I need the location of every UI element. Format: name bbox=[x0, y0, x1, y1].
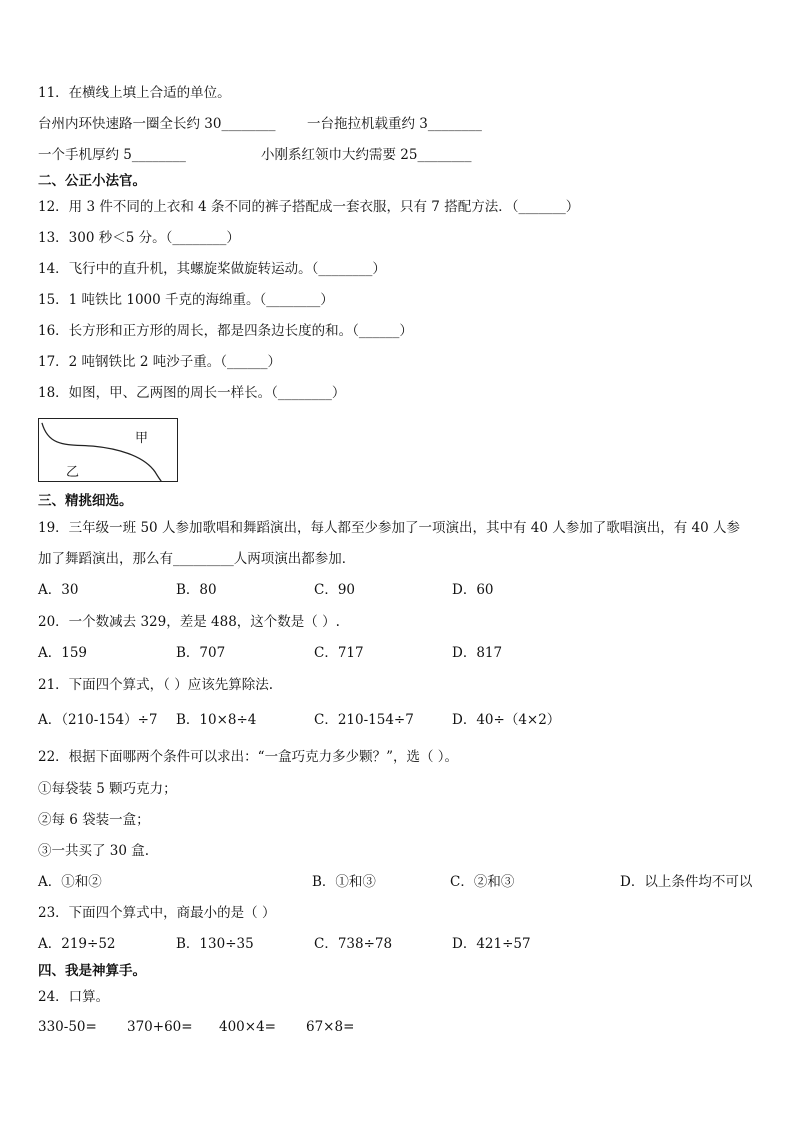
question-15: 15．1 吨铁比 1000 千克的海绵重。（________） bbox=[38, 292, 334, 308]
question-14: 14．飞行中的直升机，其螺旋桨做旋转运动。（________） bbox=[38, 261, 386, 277]
q23-option-b: B．130÷35 bbox=[176, 936, 254, 952]
q21-option-b: B．10×8÷4 bbox=[176, 712, 257, 728]
q23-option-d: D．421÷57 bbox=[452, 936, 531, 952]
question-17: 17．2 吨钢铁比 2 吨沙子重。（______） bbox=[38, 354, 281, 370]
q22-stem: 22．根据下面哪两个条件可以求出：“一盒巧克力多少颗？”，选（ ）。 bbox=[38, 749, 459, 765]
q22-option-c: C．②和③ bbox=[450, 874, 515, 890]
section-heading-2: 二、公正小法官。 bbox=[38, 173, 146, 189]
dividing-curve bbox=[39, 419, 177, 481]
q11-blank-c: 一个手机厚约 5________ bbox=[38, 147, 186, 163]
q21-option-a: A．（210-154）÷7 bbox=[38, 712, 158, 728]
q24-stem: 24．口算。 bbox=[38, 989, 110, 1005]
question-16: 16．长方形和正方形的周长，都是四条边长度的和。（______） bbox=[38, 323, 413, 339]
q22-condition-3: ③一共买了 30 盒. bbox=[38, 843, 150, 859]
q11-stem: 11．在横线上填上合适的单位。 bbox=[38, 85, 231, 101]
q21-stem: 21．下面四个算式，（ ）应该先算除法. bbox=[38, 677, 274, 693]
q19-option-b: B．80 bbox=[176, 582, 217, 598]
q11-blank-a: 台州内环快速路一圈全长约 30________ bbox=[38, 116, 276, 132]
perimeter-figure bbox=[38, 418, 178, 482]
figure-label-yi: 乙 bbox=[66, 465, 80, 480]
q11-blank-d: 小刚系红领巾大约需要 25________ bbox=[261, 147, 472, 163]
q19-option-a: A．30 bbox=[38, 582, 79, 598]
question-18: 18．如图，甲、乙两图的周长一样长。（________） bbox=[38, 385, 346, 401]
figure-label-jia: 甲 bbox=[135, 431, 150, 446]
q22-condition-1: ①每袋装 5 颗巧克力； bbox=[38, 781, 177, 797]
q23-option-a: A．219÷52 bbox=[38, 936, 116, 952]
q24-item-1: 330-50= bbox=[38, 1019, 97, 1035]
q22-option-b: B．①和③ bbox=[312, 874, 376, 890]
q23-stem: 23．下面四个算式中，商最小的是（ ） bbox=[38, 905, 276, 921]
q24-item-3: 400×4= bbox=[219, 1019, 276, 1035]
q21-option-d: D．40÷（4×2） bbox=[452, 712, 561, 728]
section-heading-4: 四、我是神算手。 bbox=[38, 963, 146, 979]
q19-line2: 加了舞蹈演出，那么有_________人两项演出都参加． bbox=[38, 551, 356, 567]
q24-item-4: 67×8= bbox=[306, 1019, 355, 1035]
q22-condition-2: ②每 6 袋装一盒； bbox=[38, 812, 150, 828]
q22-option-a: A．①和② bbox=[38, 874, 102, 890]
q19-option-d: D．60 bbox=[452, 582, 494, 598]
q24-item-2: 370+60= bbox=[127, 1019, 193, 1035]
q20-stem: 20．一个数减去 329，差是 488，这个数是（ ）. bbox=[38, 614, 340, 630]
q20-option-b: B．707 bbox=[176, 645, 226, 661]
question-12: 12．用 3 件不同的上衣和 4 条不同的裤子搭配成一套衣服，只有 7 搭配方法．（_______） bbox=[38, 199, 580, 215]
q19-option-c: C．90 bbox=[314, 582, 356, 598]
q19-line1: 19．三年级一班 50 人参加歌唱和舞蹈演出，每人都至少参加了一项演出，其中有 40 人参加了歌唱演出，有 40 人参 bbox=[38, 520, 740, 536]
q20-option-a: A．159 bbox=[38, 645, 88, 661]
question-13: 13．300 秒＜5 分。（________） bbox=[38, 230, 240, 246]
q20-option-c: C．717 bbox=[314, 645, 364, 661]
q23-option-c: C．738÷78 bbox=[314, 936, 393, 952]
q11-blank-b: 一台拖拉机载重约 3________ bbox=[307, 116, 482, 132]
q20-option-d: D．817 bbox=[452, 645, 503, 661]
q21-option-c: C．210-154÷7 bbox=[314, 712, 414, 728]
q22-option-d: D．以上条件均不可以 bbox=[620, 874, 753, 890]
section-heading-3: 三、精挑细选。 bbox=[38, 493, 133, 509]
